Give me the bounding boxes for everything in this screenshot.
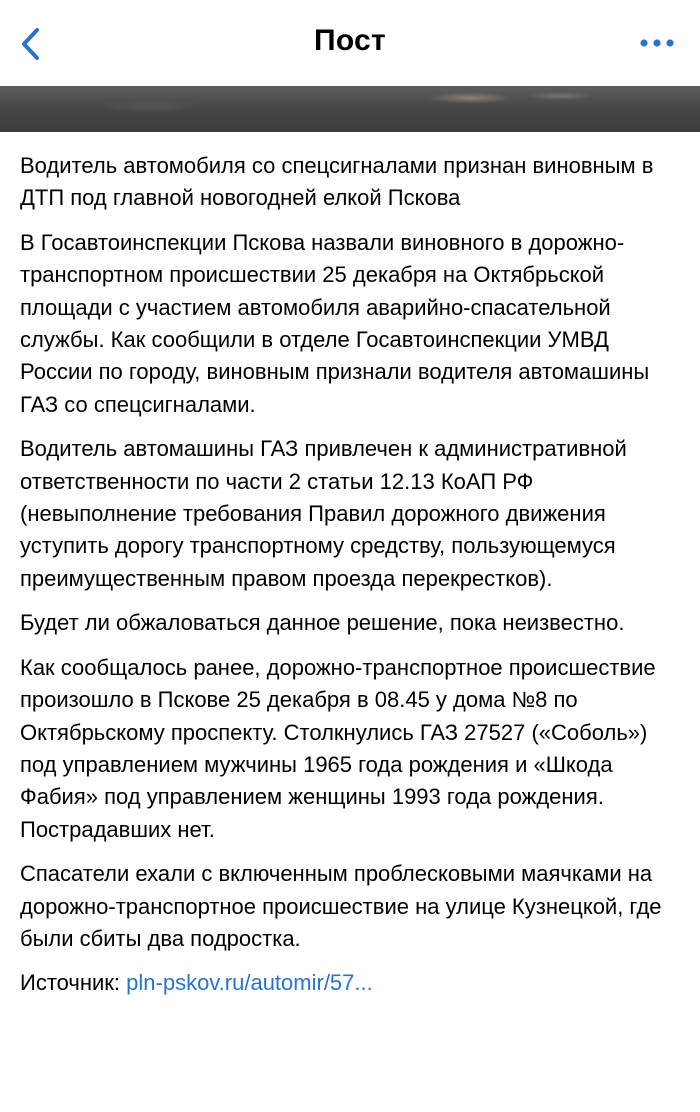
post-paragraph: Спасатели ехали с включенным проблесковыми маячками на дорожно-транспортное происшествие на улице Кузнецкой, где были сбиты два подростка. [20,861,662,951]
more-dots-icon [636,30,678,56]
more-button[interactable] [636,30,678,56]
source-label: Источник: [20,970,121,996]
post-body [20,150,685,1000]
post-paragraph: В Госавтоинспекции Пскова назвали виновного в дорожно-транспортном происшествии 25 декабря на Октябрьской площади с участием автомобиля аварийно-спасательной службы. Как сообщили в отделе Госавтоинспекции УМВД России по городу, виновным признали водителя автомашины ГАЗ со спецсигналами. [20,229,650,417]
post-headline: Водитель автомобиля со спецсигналами признан виновным в ДТП под главной новогодней елкой Пскова [20,153,654,211]
page-title: Пост [313,24,387,57]
top-bar [0,0,700,86]
post-source [20,967,685,999]
post-paragraph: Водитель автомашины ГАЗ привлечен к административной ответственности по части 2 статьи 12.13 КоАП РФ (невыполнение требования Правил дорожного движения уступить дорогу транспортному средству, пользующемуся преимущественным правом проезда перекрестков). [20,436,627,591]
source-link[interactable]: pln-pskov.ru/automir/57... [126,970,373,996]
post-paragraph: Как сообщалось ранее, дорожно-транспортное происшествие произошло в Пскове 25 декабря в 08.45 у дома №8 по Октябрьскому проспекту. Столкнулись ГАЗ 27527 («Соболь») под управлением мужчины 1965 года рождения и «Шкода Фабия» под управлением женщины 1993 года рождения. Пострадавших нет. [20,654,656,842]
post-cover-image[interactable] [0,86,700,132]
post-paragraph: Будет ли обжаловаться данное решение, пока неизвестно. [20,610,625,636]
